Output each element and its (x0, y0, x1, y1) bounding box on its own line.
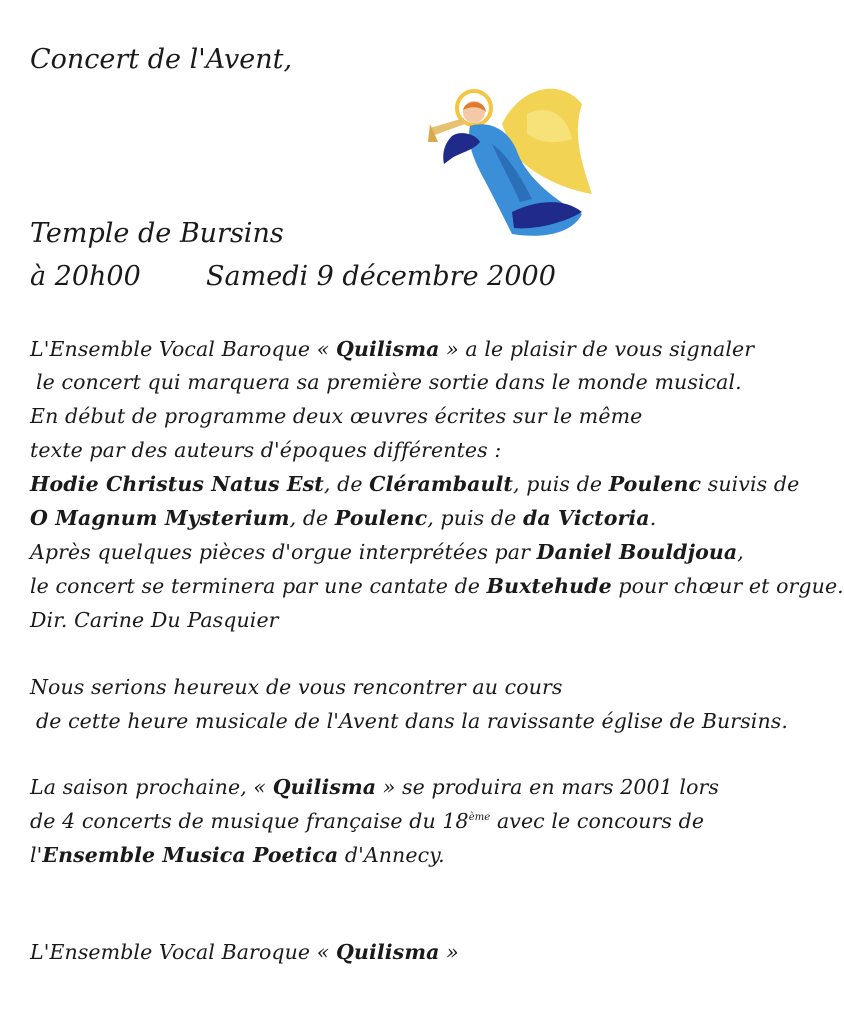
programme-line: En début de programme deux œuvres écrites sur le même (30, 404, 643, 428)
composer-name: Poulenc (608, 472, 702, 496)
programme-line: le concert qui marquera sa première sortie dans le monde musical. (36, 370, 742, 394)
programme-line: Après quelques pièces d'orgue interprétées par Daniel Bouldjoua, (30, 540, 744, 564)
event-time: à 20h00 (30, 261, 141, 292)
event-date: Samedi 9 décembre 2000 (206, 261, 556, 292)
season-line: de 4 concerts de musique française du 18ème avec le concours de (30, 809, 705, 833)
signature-line: L'Ensemble Vocal Baroque « Quilisma » (30, 940, 459, 964)
venue: Temple de Bursins (30, 218, 284, 249)
programme-line: O Magnum Mysterium, de Poulenc, puis de da Victoria. (30, 506, 657, 530)
ensemble-name: Ensemble Musica Poetica (42, 843, 339, 867)
programme-line: Hodie Christus Natus Est, de Clérambault, puis de Poulenc suivis de (30, 472, 800, 496)
season-line: l'Ensemble Musica Poetica d'Annecy. (30, 843, 445, 867)
composer-name: Buxtehude (486, 574, 612, 598)
ensemble-name: Quilisma (336, 337, 440, 361)
ordinal-superscript: ème (468, 812, 491, 824)
angel-with-trumpet-icon (432, 84, 597, 244)
composer-name: Clérambault (369, 472, 513, 496)
director-line: Dir. Carine Du Pasquier (30, 608, 279, 632)
page-title: Concert de l'Avent, (30, 44, 293, 75)
invite-line: de cette heure musicale de l'Avent dans la ravissante église de Bursins. (36, 709, 789, 733)
ensemble-name: Quilisma (272, 775, 377, 799)
programme-line: texte par des auteurs d'époques différentes : (30, 438, 502, 462)
ensemble-name: Quilisma (336, 940, 440, 964)
season-line: La saison prochaine, « Quilisma » se produira en mars 2001 lors (30, 775, 720, 799)
composer-name: Poulenc (334, 506, 428, 530)
work-title: O Magnum Mysterium (30, 506, 290, 530)
programme-line: L'Ensemble Vocal Baroque « Quilisma » a le plaisir de vous signaler (30, 337, 755, 361)
composer-name: da Victoria (523, 506, 650, 530)
programme-line: le concert se terminera par une cantate de Buxtehude pour chœur et orgue. (30, 574, 844, 598)
invite-line: Nous serions heureux de vous rencontrer au cours (30, 675, 563, 699)
organist-name: Daniel Bouldjoua (536, 540, 738, 564)
work-title: Hodie Christus Natus Est (30, 472, 324, 496)
